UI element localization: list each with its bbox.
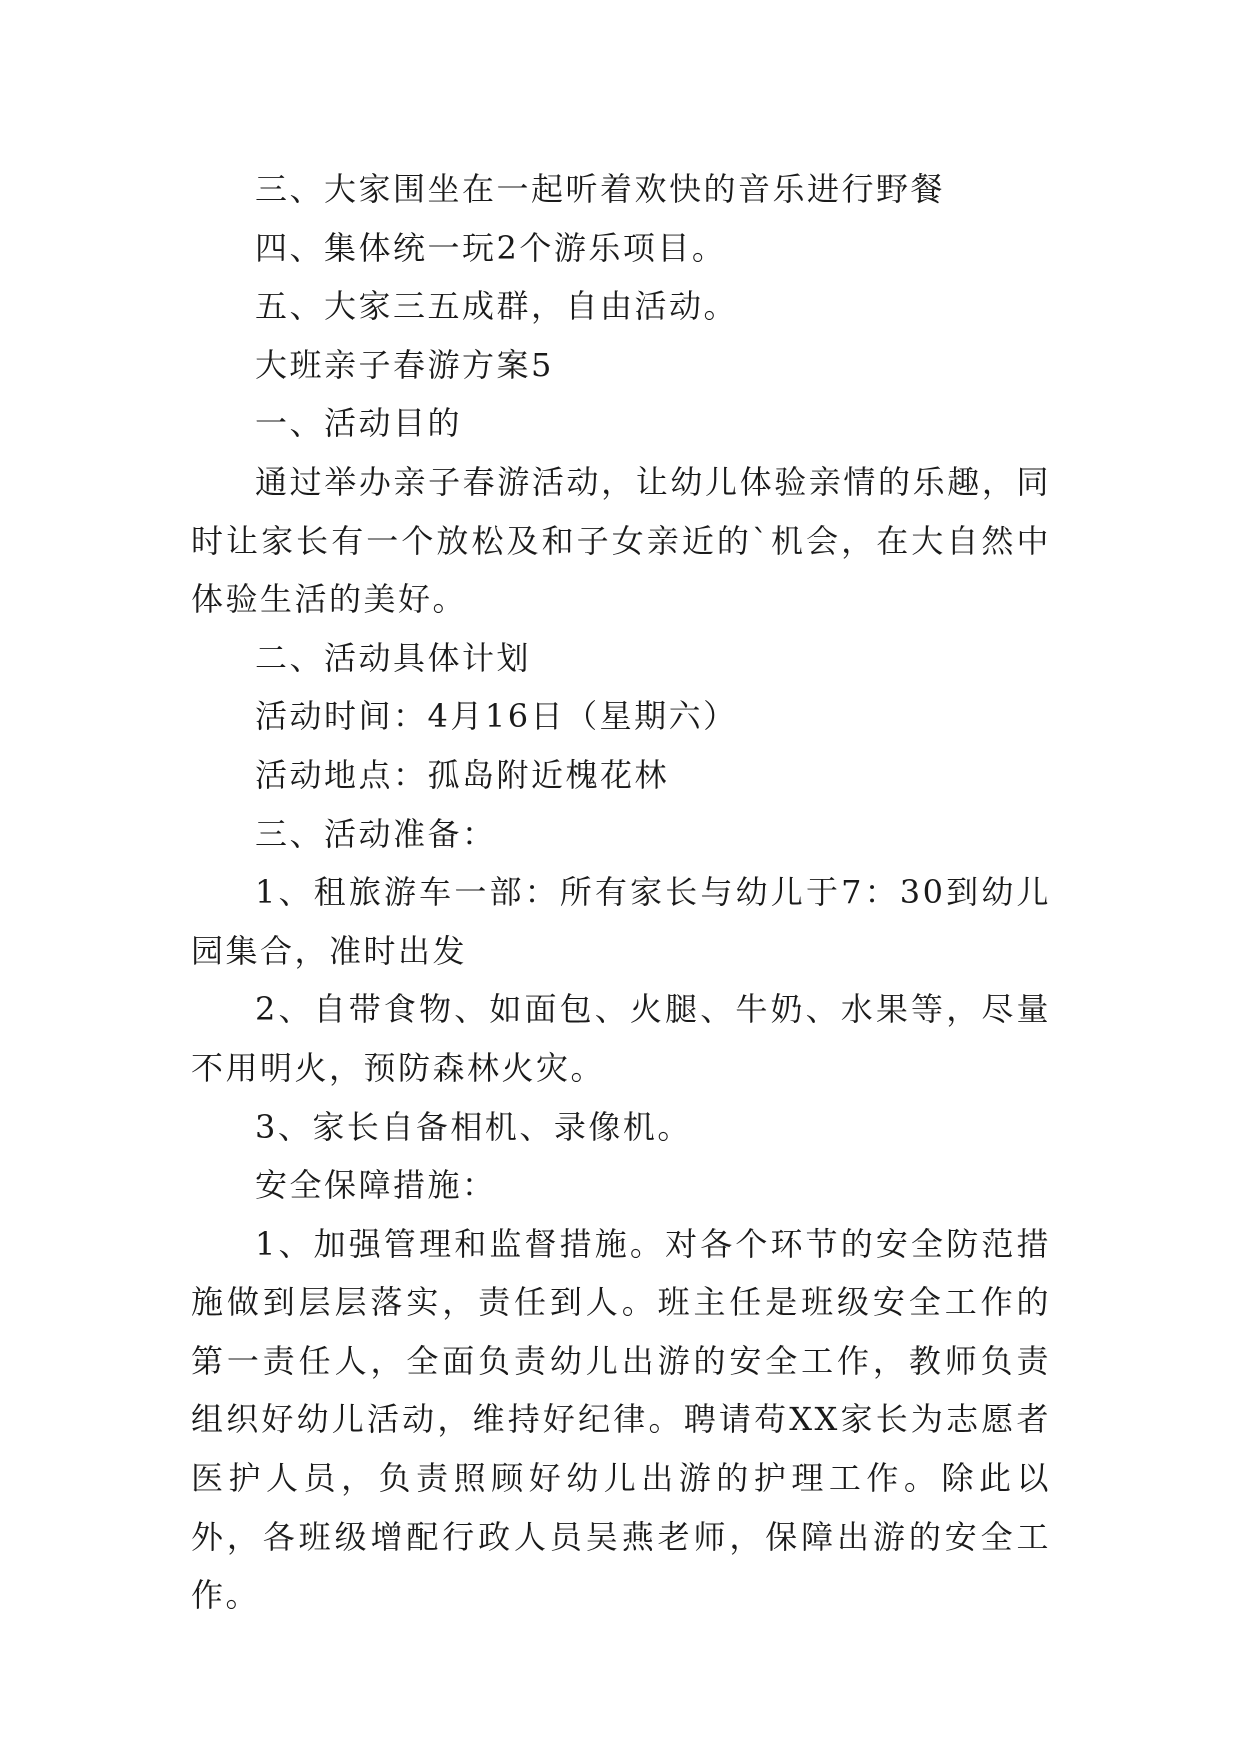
paragraph: 三、大家围坐在一起听着欢快的音乐进行野餐 — [255, 170, 946, 208]
list-item: 1、租旅游车一部：所有家长与幼儿于7：30到幼儿园集合，准时出发 — [191, 873, 1051, 970]
paragraph: 活动地点：孤岛附近槐花林 — [255, 755, 670, 794]
section-heading: 一、活动目的 — [255, 404, 463, 443]
paragraph: 五、大家三五成群，自由活动。 — [255, 287, 739, 326]
list-item: 1、加强管理和监督措施。对各个环节的安全防范措施做到层层落实，责任到人。班主任是班级安全工作的第一责任人，全面负责幼儿出游的安全工作，教师负责组织好幼儿活动，维持好纪律。聘请苟XX家长为志愿者医护人员，负责照顾好幼儿出游的护理工作。除此以外，各班级增配行政人员吴燕老师，保障出游的安全工作。 — [191, 1224, 1051, 1615]
paragraph: 通过举办亲子春游活动，让幼儿体验亲情的乐趣，同时让家长有一个放松及和子女亲近的`机会，在大自然中体验生活的美好。 — [191, 462, 1051, 619]
list-item: 2、自带食物、如面包、火腿、牛奶、水果等，尽量不用明火，预防森林火灾。 — [191, 990, 1051, 1087]
document-body — [191, 160, 1051, 1625]
section-title: 大班亲子春游方案5 — [255, 345, 554, 384]
list-item: 3、家长自备相机、录像机。 — [255, 1107, 692, 1146]
paragraph: 活动时间：4月16日（星期六） — [255, 697, 738, 736]
section-heading: 三、活动准备： — [255, 814, 497, 853]
section-heading: 二、活动具体计划 — [255, 638, 532, 677]
paragraph: 四、集体统一玩2个游乐项目。 — [255, 228, 727, 267]
section-heading: 安全保障措施： — [255, 1166, 497, 1205]
